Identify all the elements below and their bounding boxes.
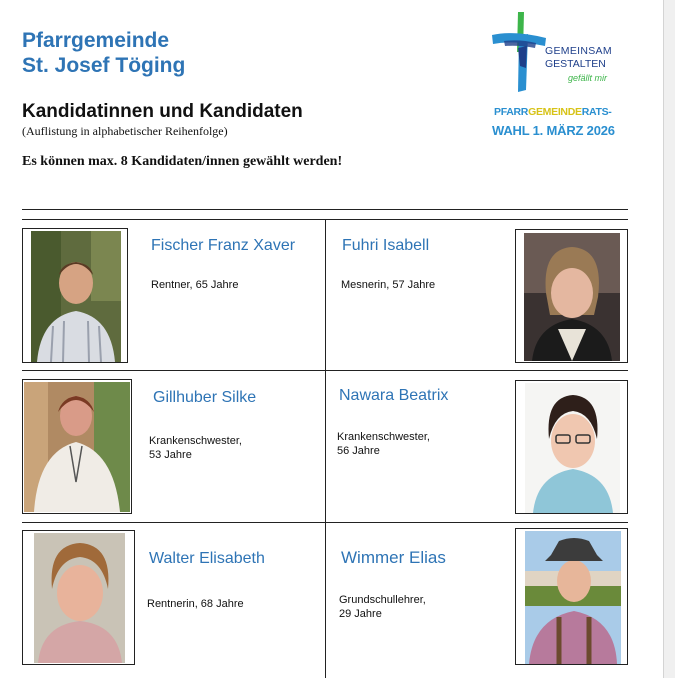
candidate-name: Wimmer Elias [341, 548, 446, 567]
candidate-description: Grundschullehrer, 29 Jahre [339, 594, 426, 620]
candidate-description: Rentner, 65 Jahre [151, 279, 239, 291]
candidate-name: Fischer Franz Xaver [151, 237, 296, 254]
logo-line1: GEMEINSAM [545, 45, 612, 57]
election-title-part1: PFARR [494, 106, 529, 118]
candidate-name: Fuhri Isabell [342, 237, 430, 254]
candidate-photo [22, 379, 132, 514]
logo-tagline: gefällt mir [568, 73, 608, 83]
candidate-photo [22, 228, 128, 363]
voting-note: Es können max. 8 Kandidaten/innen gewählt werden! [22, 154, 343, 169]
candidate-description: Mesnerin, 57 Jahre [341, 279, 436, 291]
election-title-part3: RATS- [581, 106, 612, 118]
candidate-name: Nawara Beatrix [339, 387, 449, 404]
candidate-photo [515, 528, 628, 665]
table-top-rule [22, 209, 628, 210]
candidate-photo [515, 380, 628, 514]
candidate-photo [22, 530, 135, 665]
page-scrollbar-gutter[interactable] [663, 0, 675, 678]
candidate-photo [515, 229, 628, 363]
logo-line2: GESTALTEN [545, 58, 606, 70]
page-title: Kandidatinnen und Kandidaten [22, 101, 303, 122]
page-subtitle: (Auflistung in alphabetischer Reihenfolge) [22, 124, 228, 138]
table-column-divider [325, 219, 326, 678]
election-title-part2: GEMEINDE [528, 106, 582, 118]
election-title-line2: WAHL 1. MÄRZ 2026 [492, 123, 615, 138]
candidate-description: Krankenschwester, 53 Jahre [149, 435, 242, 461]
candidate-name: Gillhuber Silke [153, 389, 257, 406]
election-title-line1 [494, 106, 612, 118]
candidate-description: Rentnerin, 68 Jahre [147, 598, 244, 610]
candidate-description: Krankenschwester, 56 Jahre [337, 431, 430, 457]
parish-name-line2: St. Josef Töging [22, 54, 186, 77]
parish-name [22, 28, 185, 78]
parish-name-line1: Pfarrgemeinde [22, 29, 170, 52]
candidate-name: Walter Elisabeth [149, 550, 265, 567]
